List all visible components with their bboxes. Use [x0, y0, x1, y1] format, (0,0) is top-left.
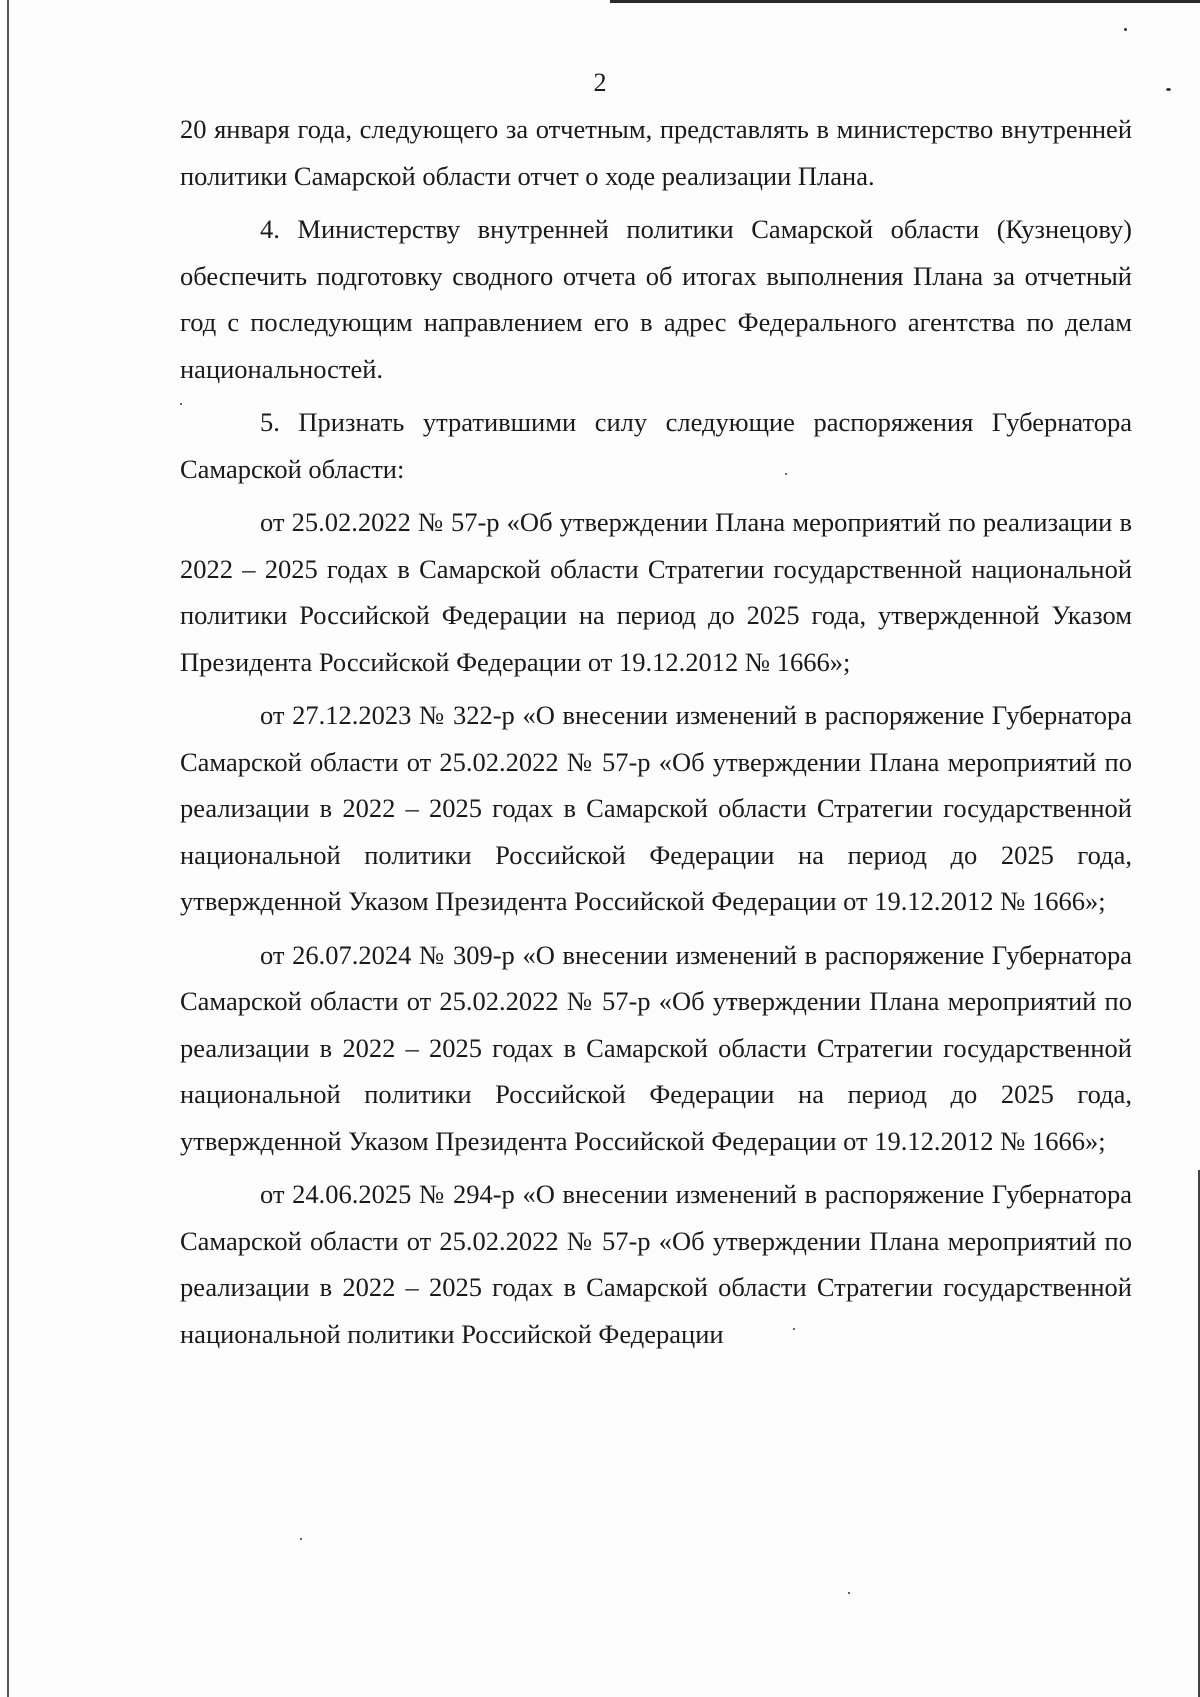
paragraph-item-4: 4. Министерству внутренней политики Самарской области (Кузнецову) обеспечить подготовку сводного отчета об итогах выполнения Плана за отчетный год с последующим направлением его в адрес Федерального агентства по делам национальностей.: [180, 214, 1132, 384]
scan-edge-left: [7, 0, 9, 1697]
scan-speck: [1124, 28, 1127, 31]
scan-speck: [848, 1592, 850, 1594]
paragraph-report-deadline: 20 января года, следующего за отчетным, представлять в министерство внутренней политики Самарской области отчет о ходе реализации Плана.: [180, 114, 1132, 191]
paragraph-item-5: 5. Признать утратившими силу следующие распоряжения Губернатора Самарской области:: [180, 407, 1132, 484]
scan-edge-top: [610, 0, 1200, 3]
document-body: [180, 106, 1132, 1364]
paragraph-order-322: от 27.12.2023 № 322-р «О внесении изменений в распоряжение Губернатора Самарской области от 25.02.2022 № 57-р «Об утверждении Плана мероприятий по реализации в 2022 – 2025 годах в Самарской области Стратегии государственной национальной политики Российской Федерации на период до 2025 года, утвержденной Указом Президента Российской Федерации от 19.12.2012 № 1666»;: [180, 700, 1132, 916]
paragraph-order-57: от 25.02.2022 № 57-р «Об утверждении Плана мероприятий по реализации в 2022 – 2025 годах в Самарской области Стратегии государственной национальной политики Российской Федерации на период до 2025 года, утвержденной Указом Президента Российской Федерации от 19.12.2012 № 1666»;: [180, 507, 1132, 677]
paragraph-order-309: от 26.07.2024 № 309-р «О внесении изменений в распоряжение Губернатора Самарской области от 25.02.2022 № 57-р «Об утверждении Плана мероприятий по реализации в 2022 – 2025 годах в Самарской области Стратегии государственной национальной политики Российской Федерации на период до 2025 года, утвержденной Указом Президента Российской Федерации от 19.12.2012 № 1666»;: [180, 939, 1132, 1156]
paragraph-order-294: от 24.06.2025 № 294-р «О внесении изменений в распоряжение Губернатора Самарской области от 25.02.2022 № 57-р «Об утверждении Плана мероприятий по реализации в 2022 – 2025 годах в Самарской области Стратегии государственной национальной политики Российской Федерации: [180, 1179, 1132, 1349]
page-number: 2: [593, 68, 607, 97]
scan-speck: [300, 1538, 302, 1540]
